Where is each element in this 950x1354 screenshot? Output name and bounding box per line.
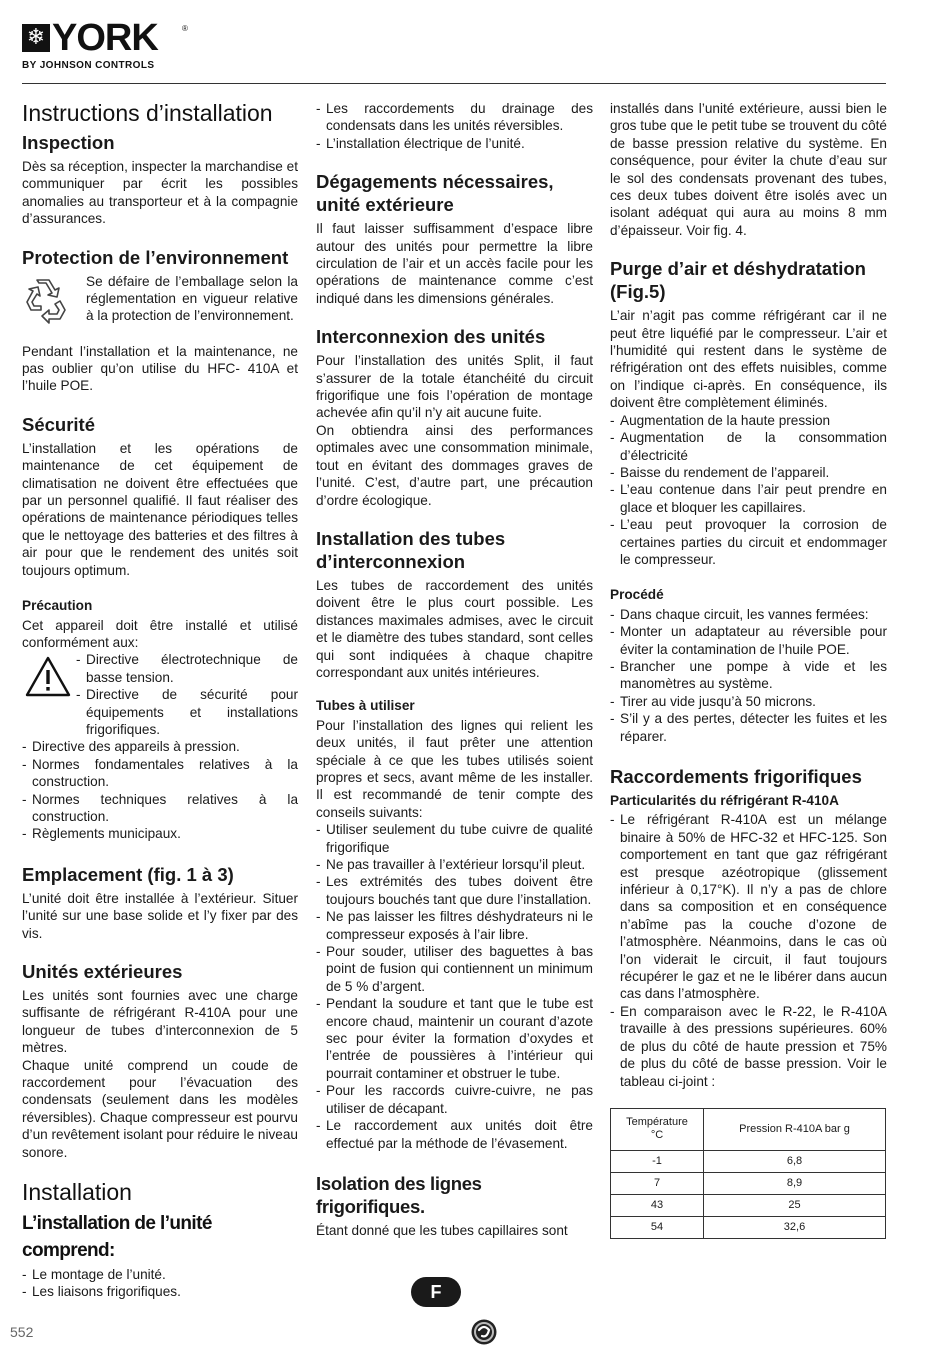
interconnection-heading: Interconnexion des unités [316,326,546,348]
installation-heading: Installation [22,1179,132,1206]
temperature-cell: 54 [611,1216,704,1238]
precaution-text: Cet appareil doit être installé et utilisé conformément aux: [22,617,298,650]
list-item: - Règlements municipaux. [22,825,298,842]
list-item: - Ne pas travailler à l’extérieur lorsqu’il pleut. [316,856,593,873]
insulation-heading: Isolation des lignes frigorifiques. [316,1172,482,1217]
list-item: - L’installation électrique de l’unité. [316,135,593,152]
security-heading: Sécurité [22,413,96,435]
list-item: - Directive de sécurité pour équipements et installations frigorifiques. [76,686,298,738]
list-item: - Pour les raccords cuivre-cuivre, ne pas utiliser de décapant. [316,1082,593,1117]
list-item: - Tirer au vide jusqu’à 50 microns. [610,693,887,710]
list-item: - Monter un adaptateur au réversible pour éviter la contamination de l’huile POE. [610,623,887,658]
list-item: - Dans chaque circuit, les vannes fermées: [610,606,887,623]
list-item: - Augmentation de la consommation d’électricité [610,429,887,464]
document-title: Instructions d’installation [22,100,273,126]
r410a-particularities-list [610,811,887,1090]
inspection-heading: Inspection [22,132,115,153]
list-item: - Le raccordement aux unités doit être effectué par la méthode de l’évasement. [316,1117,593,1152]
precaution-heading: Précaution [22,598,93,614]
outdoor-units-text-2: Chaque unité comprend un coude de raccordement pour l’évacuation des condensats (seulement dans les modèles réversibles). Chaque compresseur est pourvu d’un revêtement isolant pour réduire le niveau sonore. [22,1057,298,1160]
r410a-particularities-heading: Particularités du réfrigérant R-410A [610,793,839,808]
pressure-cell: 25 [704,1194,886,1216]
list-item: - Utiliser seulement du tube cuivre de qualité frigorifique [316,821,593,856]
list-item: - Pendant la soudure et tant que le tube est encore chaud, maintenir un courant d’azote sec pour éviter la formation d’oxydes et l’entrée de poussières à l’intérieur qui pourrait contaminer et obstruer le tube. [316,995,593,1082]
list-item: - L’eau peut provoquer la corrosion de certaines parties du circuit et endommager le compresseur. [610,516,887,568]
interconnection-text-2: On obtiendra ainsi des performances optimales avec une consommation minimale, tout en évitant des dommages graves de l’unité. C’est, d’autre part, une précaution d’ordre écologique. [316,422,593,508]
insulation-text: Étant donné que les tubes capillaires sont [316,1222,568,1238]
inspection-text: Dès sa réception, inspecter la marchandise et communiquer par écrit les possibles anomalies au transporteur et à la compagnie d’assurances. [22,159,298,227]
temperature-cell: 7 [611,1172,704,1194]
tubes-to-use-heading: Tubes à utiliser [316,698,415,714]
list-item: - En comparaison avec le R-22, le R-410A travaille à des pressions supérieures. 60% de plus du côté de haute pression et 75% de plus du côté de basse pression. Voir le tableau ci-joint : [610,1003,887,1090]
precaution-list [22,738,298,842]
list-item: - Normes techniques relatives à la construction. [22,791,298,826]
column-3 [610,100,887,1239]
temperature-cell: 43 [611,1194,704,1216]
emplacement-heading: Emplacement (fig. 1 à 3) [22,863,234,885]
pressure-cell: 6,8 [704,1150,886,1172]
purge-effects-list [610,412,887,569]
pressure-column-header: Pression R-410A bar g [704,1108,886,1150]
clearance-text: Il faut laisser suffisamment d’espace libre autour des unités pour permettre la libre circulation de l’air et un accès facile pour les opérations de maintenance comme c’est indiqué dans les dimensions générales. [316,221,593,306]
interconnection-text: Pour l’installation des unités Split, il faut s’assurer de la totale étanchéité du circuit frigorifique une fois l’opération de montage achevée afin qu’il n’y ait aucune fuite. [316,353,593,421]
environment-text-2: Pendant l’installation et la maintenance, ne pas oublier qu’on utilise du HFC- 410A et l’huile POE. [22,343,298,394]
list-item: - Directive des appareils à pression. [22,738,298,755]
table-header-row [611,1108,886,1150]
page-number: 552 [10,1324,34,1340]
installation-sub-heading: L’installation de l’unité comprend: [22,1213,212,1262]
procedure-heading: Procédé [610,587,664,603]
tubes-installation-text: Les tubes de raccordement des unités doivent être le plus court possible. Les distances maximales admises, avec le circuit et le diamètre des tubes standard, sont celles qui sont indiquées à chaque chapitre correspondant aux unités intérieures. [316,577,593,680]
list-item: - Directive électrotechnique de basse tension. [76,651,298,686]
list-item: - Ne pas laisser les filtres déshydrateurs ni le compresseur exposés à l’air libre. [316,908,593,943]
page-header [22,17,886,84]
environment-block [22,273,298,343]
list-item: - Les raccordements du drainage des condensats dans les unités réversibles. [316,100,593,135]
list-item: - Brancher une pompe à vide et les manomètres au système. [610,658,887,693]
security-text: L’installation et les opérations de maintenance de cet équipement de climatisation ne doivent être effectuées que par un personnel qualifié. Il faut réaliser des opérations de maintenance périodiques telles que le nettoyage des batteries et des filtres à air pour que le rendement des unités soit toujours optimum. [22,440,298,578]
table-row [611,1194,886,1216]
temperature-column-header [611,1108,704,1150]
list-item: - Le réfrigérant R-410A est un mélange binaire à 50% de HFC-32 et HFC-125. Son comportement en tant que gaz réfrigérant est presque azéotropique (glissement inférieur à 0,17°K). Il n’y a pas de chlore dans sa composition et en conséquence n’abîme pas la couche d’ozone de l’atmosphère. Néanmoins, dans le cas où l’on viderait le circuit, il faut toujours récupérer le gaz et ne le libérer dans aucun cas dans l’atmosphère. [610,811,887,1002]
environment-heading: Protection de l’environnement [22,246,289,268]
list-item: - Normes fondamentales relatives à la construction. [22,756,298,791]
emplacement-text: L’unité doit être installée à l’extérieur. Situer l’unité sur une base solide et l’y fixer par des vis. [22,890,298,941]
list-item: - Baisse du rendement de l’appareil. [610,464,887,481]
temperature-header-unit: °C [650,1129,664,1142]
warning-triangle-icon [24,655,72,699]
table-row [611,1172,886,1194]
list-item: - Augmentation de la haute pression [610,412,887,429]
list-item: - Les liaisons frigorifiques. [22,1283,298,1300]
registered-mark: ® [182,24,188,33]
table-row [611,1216,886,1238]
language-badge: F [411,1277,461,1307]
installation-list [22,1266,298,1301]
installation-list-continued [316,100,593,152]
refrigerant-connections-heading: Raccordements frigorifiques [610,766,862,787]
tubes-installation-heading: Installation des tubes d’interconnexion [316,527,506,572]
outdoor-units-heading: Unités extérieures [22,961,183,982]
list-item: - S’il y a des pertes, détecter les fuites et les réparer. [610,710,887,745]
tubes-advice-list [316,821,593,1152]
insulation-text-continued: installés dans l’unité extérieure, aussi bien le gros tube que le petit tube se trouvent du côté de basse pression relative du système. En conséquence, pour éviter la chute d’eau sur le sol des condensats provenant des tubes, ces deux tubes doivent être isolés avec un isolant adéquat qui aura au moins 8 mm d’épaisseur. Voir fig. 4. [610,101,887,238]
recycle-icon [22,277,70,325]
pressure-cell: 32,6 [704,1216,886,1238]
outdoor-units-text: Les unités sont fournies avec une charge suffisante de réfrigérant R-410A pour une longueur de tubes d’interconnexion de 5 mètres. [22,988,298,1056]
precaution-warning-block [22,651,298,738]
brand-logo-text: YORK [52,17,158,59]
list-item: - Les extrémités des tubes doivent être toujours bouchés tant que dure l’installation. [316,873,593,908]
brand-subtitle: BY JOHNSON CONTROLS [22,60,155,71]
purge-text: L’air n’agit pas comme réfrigérant car il ne peut être liquéfié par le compresseur. L’air et l’humidité qui restent dans le système de réfrigération ont des effets nuisibles, comme on l’indique ci-après. En conséquence, ils doivent être complètement éliminés. [610,308,887,411]
environment-text: Se défaire de l’emballage selon la réglementation en vigueur relative à la protection de l’environnement. [86,273,298,324]
binding-spiral-icon [470,1318,498,1346]
procedure-list [610,606,887,745]
pressure-cell: 8,9 [704,1172,886,1194]
list-item: - Le montage de l’unité. [22,1266,298,1283]
table-row [611,1150,886,1172]
purge-heading: Purge d’air et déshydratation (Fig.5) [610,258,866,303]
column-2 [316,100,593,1239]
snowflake-logo-icon: ❄ [22,24,50,52]
list-item: - L’eau contenue dans l’air peut prendre en glace et bloquer les capillaires. [610,481,887,516]
tubes-to-use-text: Pour l’installation des lignes qui relient les deux unités, il faut prêter une attention spéciale à ce que les tubes utilisés soient propres et secs, avant même de les installer. Il est recommandé de tenir compte des conseils suivants: [316,717,593,820]
list-item: - Pour souder, utiliser des baguettes à bas point de fusion qui contiennent un minimum de 5 % d’argent. [316,943,593,995]
column-1 [22,100,298,1301]
temperature-header-line1: Température [626,1116,688,1129]
pressure-table [610,1108,886,1239]
clearance-heading: Dégagements nécessaires, unité extérieure [316,171,554,216]
temperature-cell: -1 [611,1150,704,1172]
